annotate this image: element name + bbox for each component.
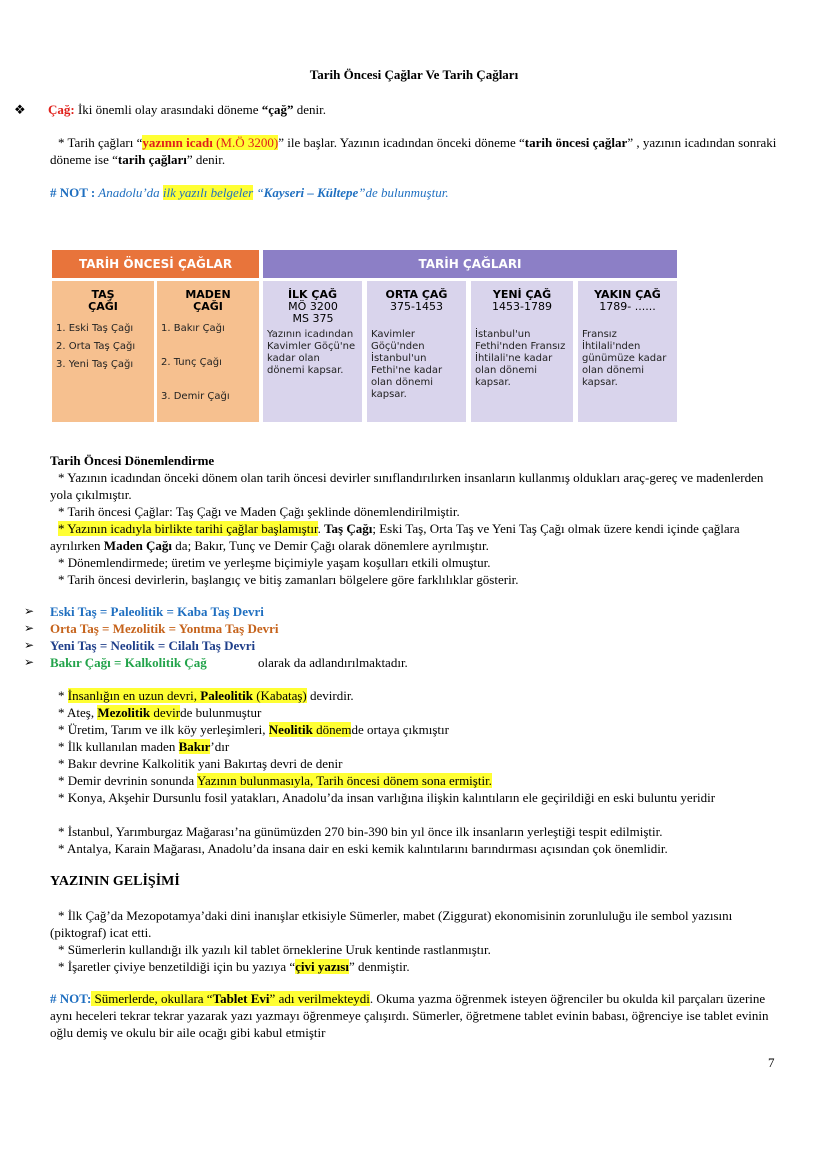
note1-text: Anadolu’da bbox=[95, 185, 163, 200]
orta-dates: 375-1453 bbox=[390, 300, 443, 313]
yeni-dates: 1453-1789 bbox=[492, 300, 552, 313]
fact-line: * İstanbul, Yarımburgaz Mağarası’na günümüzden 270 bin-390 bin yıl önce ilk insanların yerleştiği tespit edilmiştir. bbox=[58, 824, 663, 839]
paragraph-tarih-caglari bbox=[50, 134, 780, 168]
period-line: * Yazının icadından önceki dönem olan tarih öncesi devirler sınıflandırılırken insanların kullanmış oldukları araç-gereç ve madenlerden yola çıkılmıştır. bbox=[50, 470, 764, 502]
maden-item: 3. Demir Çağı bbox=[161, 391, 230, 402]
era-yeni-tas: Yeni Taş = Neolitik = Cilalı Taş Devri bbox=[50, 638, 256, 653]
fact-highlight: devir bbox=[150, 705, 181, 720]
fact-bold: Neolitik bbox=[268, 722, 313, 737]
ilk-dates: MÖ 3200 MS 375 bbox=[288, 300, 338, 325]
tas-title: TAŞ ÇAĞI bbox=[88, 288, 118, 313]
orta-desc: Kavimler Göçü'nden İstanbul'un Fethi'ne kadar olan dönemi kapsar. bbox=[371, 329, 443, 400]
yeni-desc: İstanbul'un Fethi'nden Fransız İhtilali'ne kadar olan dönemi kapsar. bbox=[475, 329, 566, 388]
fact-highlight: Yazının bulunmasıyla, Tarih öncesi dönem sona ermiştir. bbox=[196, 773, 492, 788]
arrow-bullet-icon: ➢ bbox=[24, 604, 35, 618]
fact-line: * Ateş, Mezolitik devirde bulunmuştur bbox=[58, 705, 262, 720]
ilk-desc: Yazının icadından Kavimler Göçü'ne kadar olan dönemi kapsar. bbox=[267, 329, 356, 376]
writing-line: * İşaretler çiviye benzetildiği için bu yazıya “çivi yazısı” denmiştir. bbox=[58, 959, 410, 974]
fact-line: * Demir devrinin sonunda Yazının bulunmasıyla, Tarih öncesi dönem sona ermiştir. bbox=[58, 773, 492, 788]
period-line: * Tarih öncesi Çağlar: Taş Çağı ve Maden Çağı şeklinde dönemlendirilmiştir. bbox=[58, 504, 460, 519]
fact-line: * Üretim, Tarım ve ilk köy yerleşimleri, Neolitik dönemde ortaya çıkmıştır bbox=[58, 722, 449, 737]
note1-label: # NOT : bbox=[50, 185, 96, 200]
fact-line: * İnsanlığın en uzun devri, Paleolitik (Kabataş) devirdir. bbox=[58, 688, 354, 703]
period-line: * Yazının icadıyla birlikte tarihi çağlar başlamıştır. Taş Çağı; Eski Taş, Orta Taş ve Yeni Taş Çağı olmak üzere kendi içinde çağlara ayrılırken Maden Çağı da; Bakır, Tunç ve Demir Çağı olarak dönemlere ayrılmıştır. bbox=[50, 521, 740, 553]
note-kultepe bbox=[50, 184, 780, 201]
definition-line bbox=[14, 101, 794, 118]
p1-text2: ” ile başlar. Yazının icadından önceki döneme “ bbox=[278, 135, 525, 150]
tas-item: 3. Yeni Taş Çağı bbox=[56, 359, 134, 370]
p1-bold-tarih: tarih çağları bbox=[117, 152, 187, 167]
period-bold-maden: Maden Çağı bbox=[103, 538, 173, 553]
fact-line: * İlk kullanılan maden Bakır’dır bbox=[58, 739, 230, 754]
orta-title: ORTA ÇAĞ bbox=[385, 288, 448, 301]
fact-line: * Bakır devrine Kalkolitik yani Bakırtaş devri de denir bbox=[58, 756, 343, 771]
writing-line: * Sümerlerin kullandığı ilk yazılı kil tablet örneklerine Uruk kentinde rastlanmıştır. bbox=[58, 942, 491, 957]
maden-item: 2. Tunç Çağı bbox=[161, 357, 222, 368]
fact-bold: Mezolitik bbox=[97, 705, 151, 720]
note-tablet-evi bbox=[50, 990, 780, 1041]
maden-item: 1. Bakır Çağı bbox=[161, 323, 225, 334]
fact-highlight: İnsanlığın en uzun devri, bbox=[67, 688, 201, 703]
diamond-bullet-icon: ❖ bbox=[14, 102, 26, 117]
def-quoted: “çağ” bbox=[261, 102, 294, 117]
periodization-heading: Tarih Öncesi Dönemlendirme bbox=[50, 453, 215, 468]
fact-highlight: dönem bbox=[312, 722, 352, 737]
note2-highlight: ” adı verilmekteydi bbox=[269, 991, 370, 1006]
tas-cagi-column bbox=[52, 281, 154, 422]
facts-list bbox=[58, 687, 783, 789]
ilk-title: İLK ÇAĞ bbox=[287, 288, 338, 301]
maden-cagi-column bbox=[157, 281, 259, 422]
period-highlight: * Yazının icadıyla birlikte tarihi çağlar başlamıştır bbox=[58, 521, 318, 536]
note2-bold: Tablet Evi bbox=[212, 991, 270, 1006]
orta-cag-column bbox=[367, 281, 466, 422]
writing-bold: çivi yazısı bbox=[295, 959, 349, 974]
fact-line: * Antalya, Karain Mağarası, Anadolu’da insana dair en eski kemik kalıntılarını barındırması açısından çok önemlidir. bbox=[58, 841, 668, 856]
note1-text3: ”de bulunmuştur. bbox=[358, 185, 449, 200]
p1-bold-oncesi: tarih öncesi çağlar bbox=[524, 135, 628, 150]
period-line: * Tarih öncesi devirlerin, başlangıç ve bitiş zamanları bölgelere göre farklılıklar gösterir. bbox=[58, 572, 519, 587]
note1-highlight: ilk yazılı belgeler bbox=[162, 185, 254, 200]
maden-title: MADEN ÇAĞI bbox=[185, 288, 231, 313]
p1-text: * Tarih çağları “ bbox=[58, 135, 143, 150]
yakin-title: YAKIN ÇAĞ bbox=[594, 288, 661, 301]
yakin-cag-column bbox=[578, 281, 677, 422]
fact-line: * Konya, Akşehir Dursunlu fosil yatakları, Anadolu’da insan varlığına ilişkin kalıntıların ele geçirildiği en eski buluntu yeridir bbox=[58, 790, 716, 805]
historic-header: TARİH ÇAĞLARI bbox=[263, 250, 677, 278]
p1-highlight-yazi: yazının icadı bbox=[142, 135, 213, 150]
periodization-text bbox=[50, 469, 780, 588]
arrow-bullet-icon: ➢ bbox=[24, 621, 35, 635]
fact-highlight: (Kabataş) bbox=[252, 688, 307, 703]
arrow-bullet-icon: ➢ bbox=[24, 638, 35, 652]
p1-highlight-date: (M.Ö 3200) bbox=[212, 135, 279, 150]
def-text-end: denir. bbox=[293, 102, 327, 117]
yakin-dates: 1789- ...... bbox=[599, 300, 656, 313]
ages-figure bbox=[52, 250, 677, 422]
def-text: İki önemli olay arasındaki döneme bbox=[74, 102, 262, 117]
term-cag: Çağ: bbox=[48, 102, 75, 117]
period-line: * Dönemlendirmede; üretim ve yerleşme biçimiyle yaşam koşulları etkili olmuştur. bbox=[58, 555, 491, 570]
page-number: 7 bbox=[768, 1055, 775, 1070]
tas-item: 1. Eski Taş Çağı bbox=[56, 323, 134, 334]
p1-text3: ” , yazının icadından sonraki döneme ise “ bbox=[50, 135, 777, 167]
yeni-title: YENİ ÇAĞ bbox=[492, 288, 552, 301]
era-eski-tas: Eski Taş = Paleolitik = Kaba Taş Devri bbox=[50, 604, 264, 619]
era-tail: olarak da adlandırılmaktadır. bbox=[258, 655, 408, 670]
writing-line: * İlk Çağ’da Mezopotamya’daki dini inanışlar etkisiyle Sümerler, mabet (Ziggurat) ekonomisinin zorunluluğu ile sembol yazısını (piktograf) icat etti. bbox=[50, 908, 733, 940]
era-orta-tas: Orta Taş = Mezolitik = Yontma Taş Devri bbox=[50, 621, 279, 636]
era-bakir: Bakır Çağı = Kalkolitik Çağ bbox=[50, 655, 207, 670]
note1-text2: “ bbox=[253, 185, 264, 200]
page-title: Tarih Öncesi Çağlar Ve Tarih Çağları bbox=[309, 67, 519, 82]
yakin-desc: Fransız İhtilali'nden günümüze kadar olan dönemi kapsar. bbox=[582, 329, 667, 388]
yeni-cag-column bbox=[471, 281, 573, 422]
writing-text bbox=[50, 907, 780, 975]
tas-item: 2. Orta Taş Çağı bbox=[56, 341, 136, 352]
arrow-bullet-icon: ➢ bbox=[24, 655, 35, 669]
note2-highlight: Sümerlerde, okullara “ bbox=[91, 991, 213, 1006]
fact-bold: Bakır bbox=[178, 739, 211, 754]
note2-text: . Okuma yazma öğrenmek isteyen öğrenciler bu okulda kil parçaları üzerine aynı heceleri tekrar tekrar yazarak yazı yazmayı öğrenmeye çalışırdı. Sümerler, öğretmene tablet evinin babası, öğrenciye ise tablet evinin oğlu demiş ve okulu bir aile ocağı gibi kabul etmiştir bbox=[50, 991, 769, 1040]
note2-label: # NOT: bbox=[50, 991, 92, 1006]
period-bold-tas: Taş Çağı bbox=[324, 521, 373, 536]
writing-heading: YAZININ GELİŞİMİ bbox=[50, 874, 180, 889]
note1-bold: Kayseri – Kültepe bbox=[263, 185, 359, 200]
p1-text4: ” denir. bbox=[186, 152, 226, 167]
ilk-cag-column bbox=[263, 281, 362, 422]
fact-bold: Paleolitik bbox=[200, 688, 253, 703]
prehistoric-header: TARİH ÖNCESİ ÇAĞLAR bbox=[52, 250, 259, 278]
